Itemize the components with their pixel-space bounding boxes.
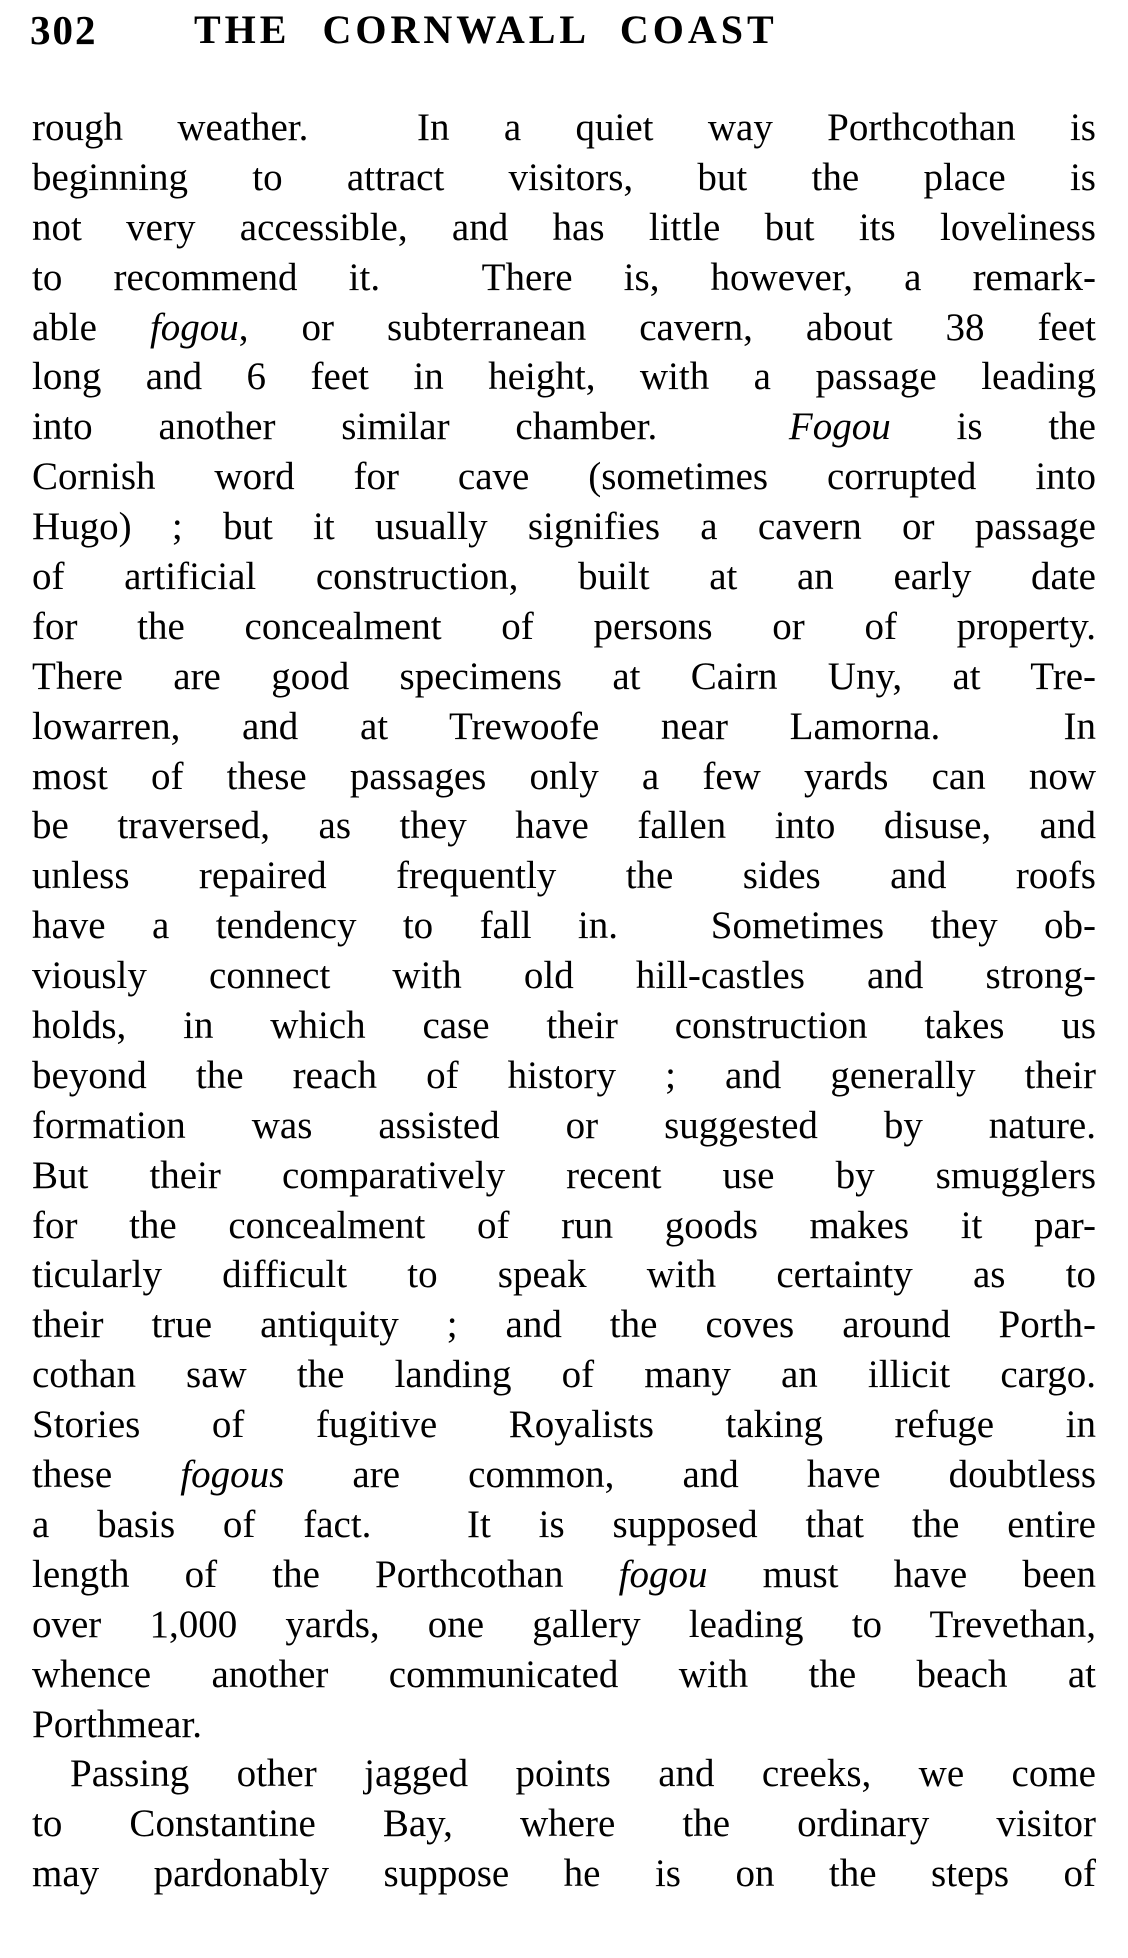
text-line: [32, 103, 1096, 153]
text-line: [32, 1500, 1096, 1550]
text-line: [32, 1700, 1096, 1750]
text-segment: is the: [890, 405, 1096, 449]
text-segment: to Constantine Bay, where the ordinary visitor: [32, 1802, 1096, 1846]
text-line: [32, 1550, 1096, 1600]
text-line: [32, 901, 1096, 951]
text-segment: are common, and have doubtless: [284, 1453, 1096, 1497]
text-segment: Passing other jagged points and creeks, we come: [70, 1752, 1096, 1796]
text-line: [32, 203, 1096, 253]
text-segment: Cornish word for cave (sometimes corrupted into: [32, 455, 1096, 499]
text-line: [32, 452, 1096, 502]
text-line: [32, 153, 1096, 203]
text-segment: long and 6 feet in height, with a passage leading: [32, 355, 1096, 399]
text-segment: ticularly difficult to speak with certainty as to: [32, 1253, 1096, 1297]
text-segment: Hugo) ; but it usually signifies a cavern or passage: [32, 505, 1096, 549]
italic-text-segment: fogous: [180, 1453, 285, 1497]
text-line: [32, 1650, 1096, 1700]
text-segment: for the concealment of run goods makes it par-: [32, 1203, 1096, 1247]
text-segment: But their comparatively recent use by smugglers: [32, 1153, 1096, 1197]
text-segment: not very accessible, and has little but its loveliness: [32, 205, 1096, 249]
text-segment: be traversed, as they have fallen into disuse, and: [32, 804, 1096, 848]
text-segment: holds, in which case their construction takes us: [32, 1004, 1096, 1048]
text-line: [32, 602, 1096, 652]
text-line: [32, 1799, 1096, 1849]
text-line: [32, 303, 1096, 353]
text-segment: able: [32, 305, 150, 349]
text-segment: There are good specimens at Cairn Uny, at Tre-: [32, 654, 1096, 698]
text-segment: into another similar chamber.: [32, 405, 789, 449]
text-segment: lowarren, and at Trewoofe near Lamorna. In: [32, 704, 1096, 748]
text-line: [32, 851, 1096, 901]
text-segment: Porthmear.: [32, 1702, 203, 1746]
text-line: [32, 1450, 1096, 1500]
italic-text-segment: fogou: [149, 305, 239, 349]
italic-text-segment: fogou: [618, 1552, 708, 1596]
text-line: [32, 253, 1096, 303]
text-segment: beyond the reach of history ; and generally their: [32, 1053, 1096, 1097]
text-segment: , or subterranean cavern, about 38 feet: [238, 305, 1096, 349]
text-line: [32, 352, 1096, 402]
text-segment: cothan saw the landing of many an illicit cargo.: [32, 1353, 1096, 1397]
text-line: [32, 801, 1096, 851]
text-line: [32, 1350, 1096, 1400]
text-segment: these: [32, 1453, 181, 1497]
text-segment: length of the Porthcothan: [32, 1552, 619, 1596]
text-line: [32, 1300, 1096, 1350]
text-segment: their true antiquity ; and the coves around Porth-: [32, 1303, 1096, 1347]
text-line: [32, 1101, 1096, 1151]
running-title: THE CORNWALL COAST: [194, 7, 778, 52]
text-line: [32, 552, 1096, 602]
text-line: [32, 1151, 1096, 1201]
text-segment: unless repaired frequently the sides and roofs: [32, 854, 1096, 898]
page-body: [32, 103, 1096, 1899]
text-line: [32, 1201, 1096, 1251]
text-segment: to recommend it. There is, however, a remark-: [32, 255, 1096, 299]
text-segment: a basis of fact. It is supposed that the entire: [32, 1502, 1096, 1546]
text-line: [32, 652, 1096, 702]
page-header: [0, 4, 1128, 52]
page-number: 302: [30, 7, 98, 53]
text-segment: Stories of fugitive Royalists taking refuge in: [32, 1403, 1096, 1447]
text-line: [32, 1001, 1096, 1051]
text-segment: most of these passages only a few yards can now: [32, 754, 1096, 798]
text-line: [32, 1250, 1096, 1300]
text-segment: viously connect with old hill-castles and strong-: [32, 954, 1096, 998]
text-line: [32, 402, 1096, 452]
text-segment: may pardonably suppose he is on the steps of: [32, 1852, 1096, 1896]
text-segment: have a tendency to fall in. Sometimes they ob-: [32, 904, 1096, 948]
text-segment: whence another communicated with the beach at: [32, 1652, 1096, 1696]
text-line: [32, 951, 1096, 1001]
text-segment: beginning to attract visitors, but the place is: [32, 155, 1096, 199]
text-segment: for the concealment of persons or of property.: [32, 604, 1096, 648]
text-line: [32, 702, 1096, 752]
text-line: [32, 1600, 1096, 1650]
text-segment: formation was assisted or suggested by nature.: [32, 1103, 1096, 1147]
text-segment: of artificial construction, built at an early date: [32, 555, 1096, 599]
text-segment: must have been: [707, 1552, 1096, 1596]
text-line: [32, 1849, 1096, 1899]
italic-text-segment: Fogou: [788, 405, 891, 449]
text-line: [32, 1051, 1096, 1101]
text-line: [32, 1400, 1096, 1450]
text-line: [32, 502, 1096, 552]
text-segment: over 1,000 yards, one gallery leading to Trevethan,: [32, 1602, 1096, 1646]
text-line: [32, 1749, 1096, 1799]
text-segment: rough weather. In a quiet way Porthcothan is: [32, 106, 1096, 149]
text-line: [32, 752, 1096, 802]
